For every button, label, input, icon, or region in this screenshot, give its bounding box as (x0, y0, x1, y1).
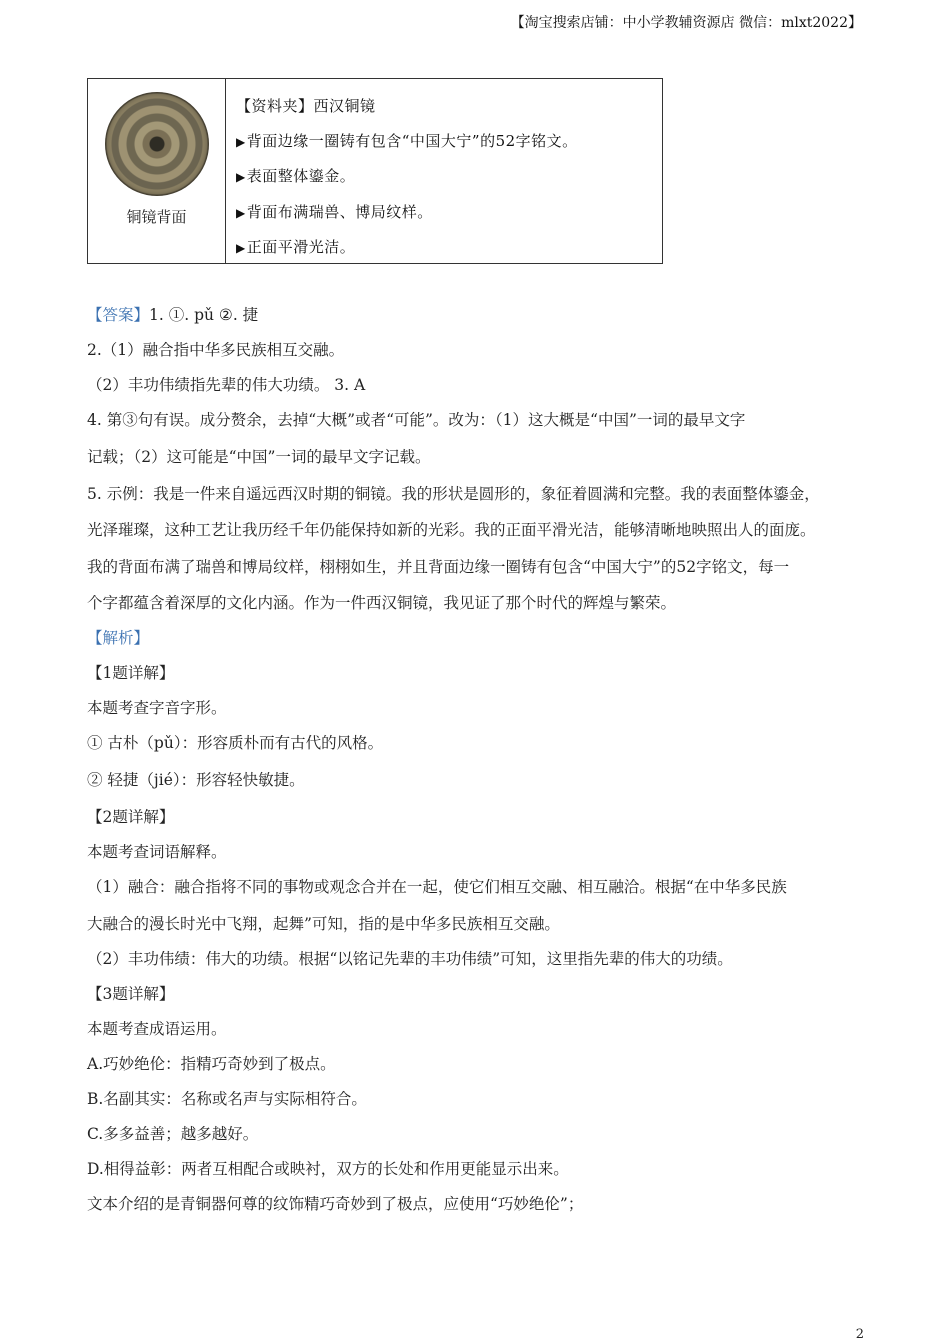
analysis-line: C.多多益善；越多越好。 (87, 1125, 259, 1143)
triangle-bullet-icon: ▶ (236, 241, 246, 255)
answer-line: （2）丰功伟绩指先辈的伟大功绩。 3. A (87, 376, 366, 394)
analysis-line: D.相得益彰：两者互相配合或映衬，双方的长处和作用更能显示出来。 (87, 1160, 569, 1178)
answer-line: 【答案】1. ①. pǔ ②. 捷 (87, 306, 259, 324)
mirror-caption: 铜镜背面 (126, 208, 187, 226)
analysis-line: 本题考查词语解释。 (87, 843, 227, 861)
analysis-line: A.巧妙绝伦：指精巧奇妙到了极点。 (87, 1055, 336, 1073)
triangle-bullet-icon: ▶ (236, 134, 246, 149)
bronze-mirror-image (105, 92, 209, 196)
triangle-bullet-icon: ▶ (236, 170, 246, 184)
analysis-line: ② 轻捷（jié）：形容轻快敏捷。 (87, 771, 305, 789)
answer-label: 【答案】 (87, 306, 150, 324)
answer-line: 4. 第③句有误。成分赘余，去掉“大概”或者“可能”。改为：（1）这大概是“中国”一词的最早文字 (87, 411, 746, 429)
analysis-line: （1）融合：融合指将不同的事物或观念合并在一起，使它们相互交融、相互融洽。根据“在中华多民族 (87, 878, 787, 896)
page-header: 【淘宝搜索店铺：中小学教辅资源店 微信：mlxt2022】 (510, 15, 862, 31)
analysis-line: （2）丰功伟绩：伟大的功绩。根据“以铭记先辈的丰功伟绩”可知，这里指先辈的伟大的功绩。 (87, 950, 733, 968)
page-number: 2 (855, 1327, 864, 1342)
info-box (87, 78, 663, 264)
info-text (226, 79, 578, 263)
info-item: ▶背面布满瑞兽、博局纹样。 (236, 202, 433, 221)
analysis-line: B.名副其实：名称或名声与实际相符合。 (87, 1090, 367, 1108)
answer-line: 我的背面布满了瑞兽和博局纹样，栩栩如生，并且背面边缘一圈铸有包含“中国大宁”的52字铭文，每一 (87, 558, 790, 576)
answer-line: 光泽璀璨，这种工艺让我历经千年仍能保持如新的光彩。我的正面平滑光洁，能够清晰地映照出人的面庞。 (87, 521, 816, 539)
answer-line: 记载；（2）这可能是“中国”一词的最早文字记载。 (87, 448, 431, 466)
info-item: ▶背面边缘一圈铸有包含“中国大宁”的52字铭文。 (236, 131, 578, 150)
analysis-label: 【解析】 (87, 629, 150, 647)
info-item: ▶表面整体鎏金。 (236, 167, 356, 185)
analysis-line: 本题考查字音字形。 (87, 699, 227, 717)
triangle-bullet-icon: ▶ (236, 205, 246, 220)
mirror-image-cell (88, 79, 226, 263)
q3-title: 【3题详解】 (87, 985, 175, 1003)
info-item: ▶正面平滑光洁。 (236, 238, 356, 256)
q2-title: 【2题详解】 (87, 808, 175, 826)
analysis-line: ① 古朴（pǔ）：形容质朴而有古代的风格。 (87, 734, 384, 752)
answer-line: 2.（1）融合指中华多民族相互交融。 (87, 341, 345, 359)
analysis-line: 文本介绍的是青铜器何尊的纹饰精巧奇妙到了极点，应使用“巧妙绝伦”； (87, 1195, 584, 1213)
answer-line: 5. 示例：我是一件来自遥远西汉时期的铜镜。我的形状是圆形的，象征着圆满和完整。我的表面整体鎏金， (87, 485, 820, 503)
q1-title: 【1题详解】 (87, 664, 175, 682)
answer-line: 个字都蕴含着深厚的文化内涵。作为一件西汉铜镜，我见证了那个时代的辉煌与繁荣。 (87, 594, 677, 612)
analysis-line: 大融合的漫长时光中飞翔，起舞”可知，指的是中华多民族相互交融。 (87, 915, 560, 933)
analysis-line: 本题考查成语运用。 (87, 1020, 227, 1038)
info-title: 【资料夹】西汉铜镜 (236, 97, 376, 115)
